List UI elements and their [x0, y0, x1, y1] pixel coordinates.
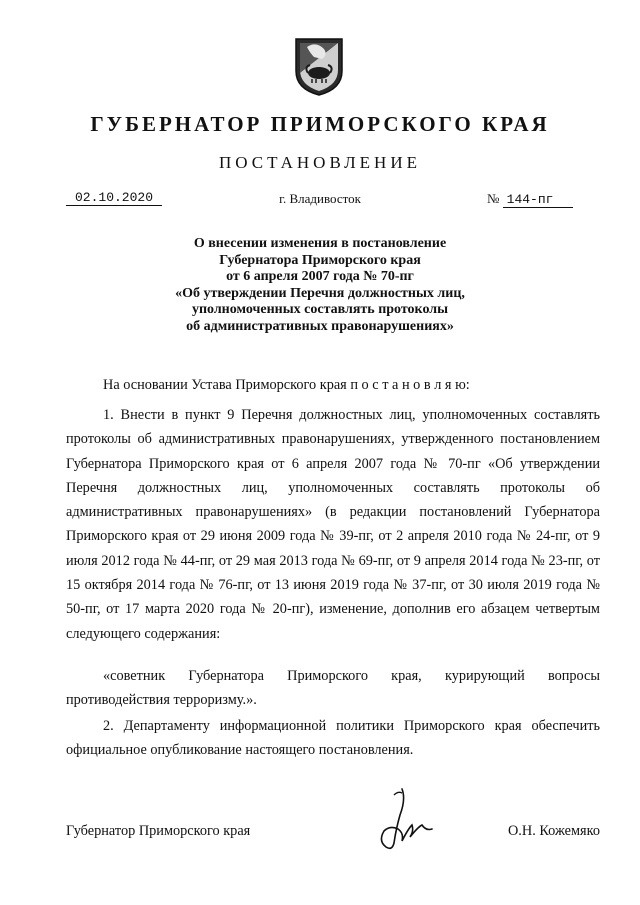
item-1-paragraph: 1. Внести в пункт 9 Перечня должностных лиц, уполномоченных составлять протоколы об административных правонарушениях, утвержденного постановлением Губернатора Приморского края от 6 апреля 2007 года № 70-пг «Об утверждении Перечня должностных лиц, уполномоченных составлять протоколы об административных правонарушениях» (в редакции постановлений Губернатора Приморского края от 29 июня 2009 года № 39-пг, от 2 апреля 2010 года № 24-пг, от 9 июля 2012 года № 44-пг, от 29 мая 2013 года № 69-пг, от 9 апреля 2014 года № 23-пг, от 15 октября 2014 года № 76-пг, от 13 июня 2019 года № 37-пг, от 30 июля 2019 года № 50-пг, от 17 марта 2020 года № 20-пг), изменение, дополнив его абзацем четвертым следующего содержания: [66, 407, 600, 642]
preamble-paragraph: На основании Устава Приморского края п о с т а н о в л я ю: [103, 377, 470, 393]
document-number [487, 191, 581, 208]
subject-line: О внесении изменения в постановление [193, 236, 447, 251]
subject-line: об административных правонарушениях» [186, 318, 454, 334]
document-city: г. Владивосток [279, 191, 361, 206]
subject-line: уполномоченных составлять протоколы [191, 302, 449, 317]
item-2-paragraph: 2. Департаменту информационной политики Приморского края обеспечить официальное опубликование настоящего постановления. [66, 718, 600, 759]
document-type: ПОСТАНОВЛЕНИЕ [218, 153, 421, 172]
coat-of-arms-emblem [290, 33, 348, 97]
authority-title: ГУБЕРНАТОР ПРИМОРСКОГО КРАЯ [90, 112, 550, 136]
signatory-name: О.Н. Кожемяко [507, 823, 600, 839]
subject-line: Губернатора Приморского края [219, 252, 421, 268]
document-subject [0, 236, 640, 335]
signatory-position: Губернатор Приморского края [66, 823, 251, 839]
document-date: 02.10.2020 [66, 190, 162, 206]
handwritten-signature [372, 785, 436, 855]
number-label: № [487, 191, 500, 206]
subject-line: «Об утверждении Перечня должностных лиц, [175, 285, 465, 301]
quote-paragraph: «советник Губернатора Приморского края, курирующий вопросы противодействия терроризму.». [66, 668, 600, 709]
number-value: 144-пг [503, 192, 573, 208]
subject-line: от 6 апреля 2007 года № 70-пг [226, 269, 414, 284]
